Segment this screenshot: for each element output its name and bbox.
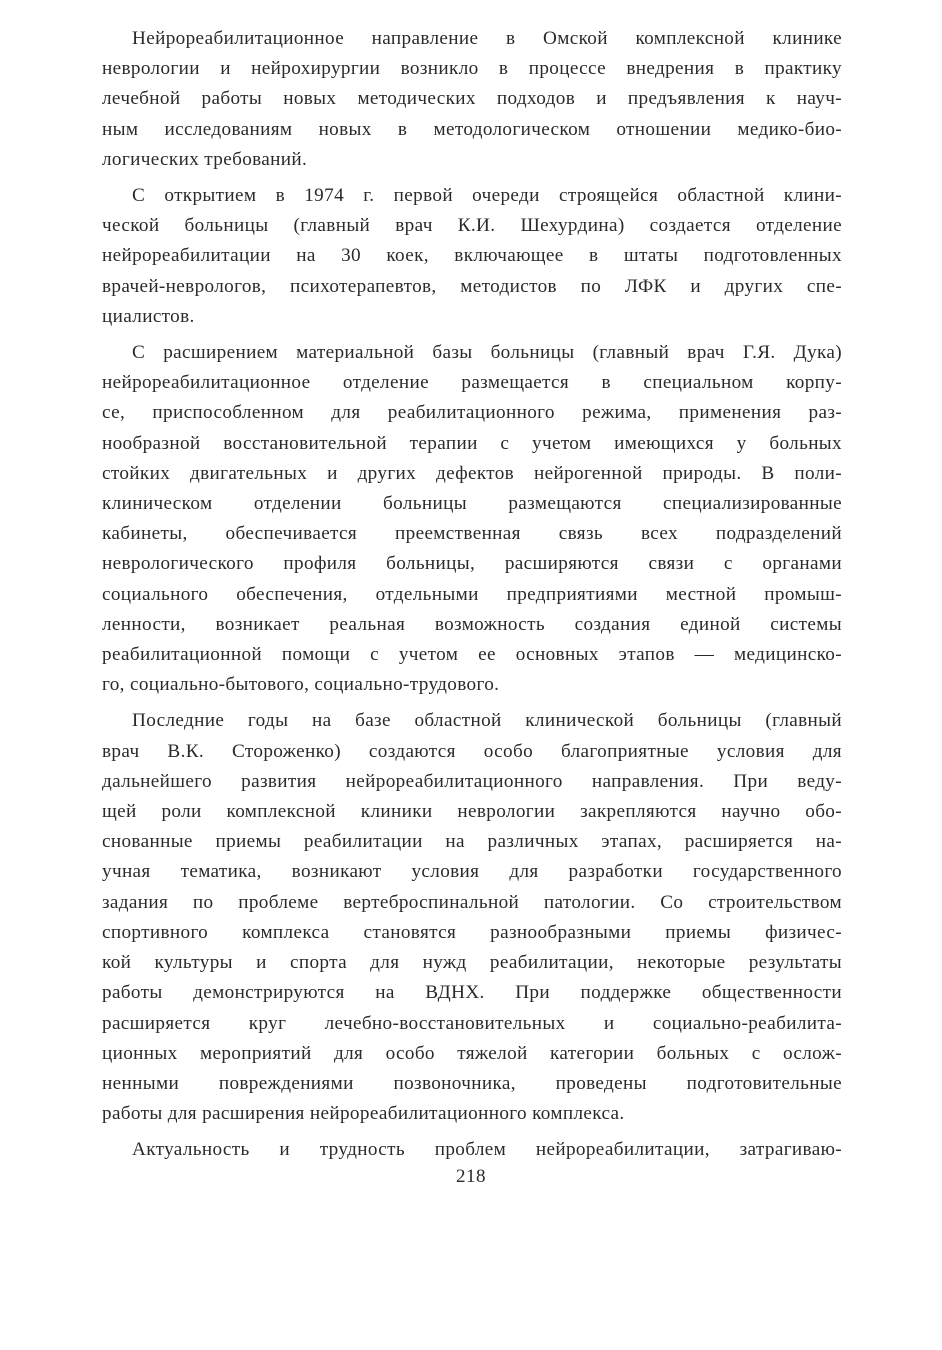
text-line: неврологии и нейрохирургии возникло в процессе внедрения в практику: [102, 58, 842, 80]
text-line: врач В.К. Стороженко) создаются особо благоприятные условия для: [102, 740, 842, 762]
text-line: нейрореабилитации на 30 коек, включающее в штаты подготовленных: [102, 245, 842, 267]
text-line: Последние годы на базе областной клинической больницы (главный: [132, 710, 842, 732]
text-line: ческой больницы (главный врач К.И. Шехурдина) создается отделение: [102, 215, 842, 237]
paragraph: [102, 338, 842, 700]
text-line: учная тематика, возникают условия для разработки государственного: [102, 861, 842, 883]
paragraph: [102, 181, 842, 332]
page-body: [102, 24, 842, 1172]
text-line: лечебной работы новых методических подходов и предъявления к науч-: [102, 88, 842, 110]
text-line: кой культуры и спорта для нужд реабилитации, некоторые результаты: [102, 952, 842, 974]
text-line: клиническом отделении больницы размещаются специализированные: [102, 493, 842, 515]
page-number: 218: [456, 1166, 486, 1187]
paragraph: [102, 1135, 842, 1165]
text-line: го, социально-бытового, социально-трудового.: [102, 674, 500, 696]
text-line: работы для расширения нейрореабилитационного комплекса.: [102, 1103, 625, 1125]
paragraph: [102, 706, 842, 1129]
text-line: Актуальность и трудность проблем нейрореабилитации, затрагиваю-: [132, 1139, 842, 1161]
text-line: дальнейшего развития нейрореабилитационного направления. При веду-: [102, 770, 842, 792]
text-line: щей роли комплексной клиники неврологии закрепляются научно обо-: [102, 801, 842, 823]
text-line: врачей-неврологов, психотерапевтов, методистов по ЛФК и других спе-: [102, 275, 842, 297]
text-line: циалистов.: [102, 305, 195, 327]
text-line: ным исследованиям новых в методологическом отношении медико-био-: [102, 118, 842, 140]
text-line: стойких двигательных и других дефектов нейрогенной природы. В поли-: [102, 462, 842, 484]
text-line: ленности, возникает реальная возможность создания единой системы: [102, 613, 842, 635]
text-line: работы демонстрируются на ВДНХ. При поддержке общественности: [102, 982, 842, 1004]
text-line: расширяется круг лечебно-восстановительных и социально-реабилита-: [102, 1012, 842, 1034]
paragraph: [102, 24, 842, 175]
text-line: спортивного комплекса становятся разнообразными приемы физичес-: [102, 921, 842, 943]
text-line: ционных мероприятий для особо тяжелой категории больных с ослож-: [102, 1042, 842, 1064]
text-line: неврологического профиля больницы, расширяются связи с органами: [102, 553, 842, 575]
text-line: снованные приемы реабилитации на различных этапах, расширяется на-: [102, 831, 842, 853]
text-line: се, приспособленном для реабилитационного режима, применения раз-: [102, 402, 842, 424]
text-line: социального обеспечения, отдельными предприятиями местной промыш-: [102, 583, 842, 605]
text-line: ненными повреждениями позвоночника, проведены подготовительные: [102, 1072, 842, 1094]
text-line: нейрореабилитационное отделение размещается в специальном корпу-: [102, 372, 842, 394]
text-line: С открытием в 1974 г. первой очереди строящейся областной клини-: [132, 185, 842, 207]
text-line: логических требований.: [102, 148, 308, 170]
text-line: задания по проблеме вертеброспинальной патологии. Со строительством: [102, 891, 842, 913]
text-line: реабилитационной помощи с учетом ее основных этапов — медицинско-: [102, 644, 842, 666]
text-line: С расширением материальной базы больницы (главный врач Г.Я. Дука): [132, 342, 842, 364]
text-line: кабинеты, обеспечивается преемственная связь всех подразделений: [102, 523, 842, 545]
text-line: нообразной восстановительной терапии с учетом имеющихся у больных: [102, 432, 842, 454]
text-line: Нейрореабилитационное направление в Омской комплексной клинике: [132, 28, 842, 49]
